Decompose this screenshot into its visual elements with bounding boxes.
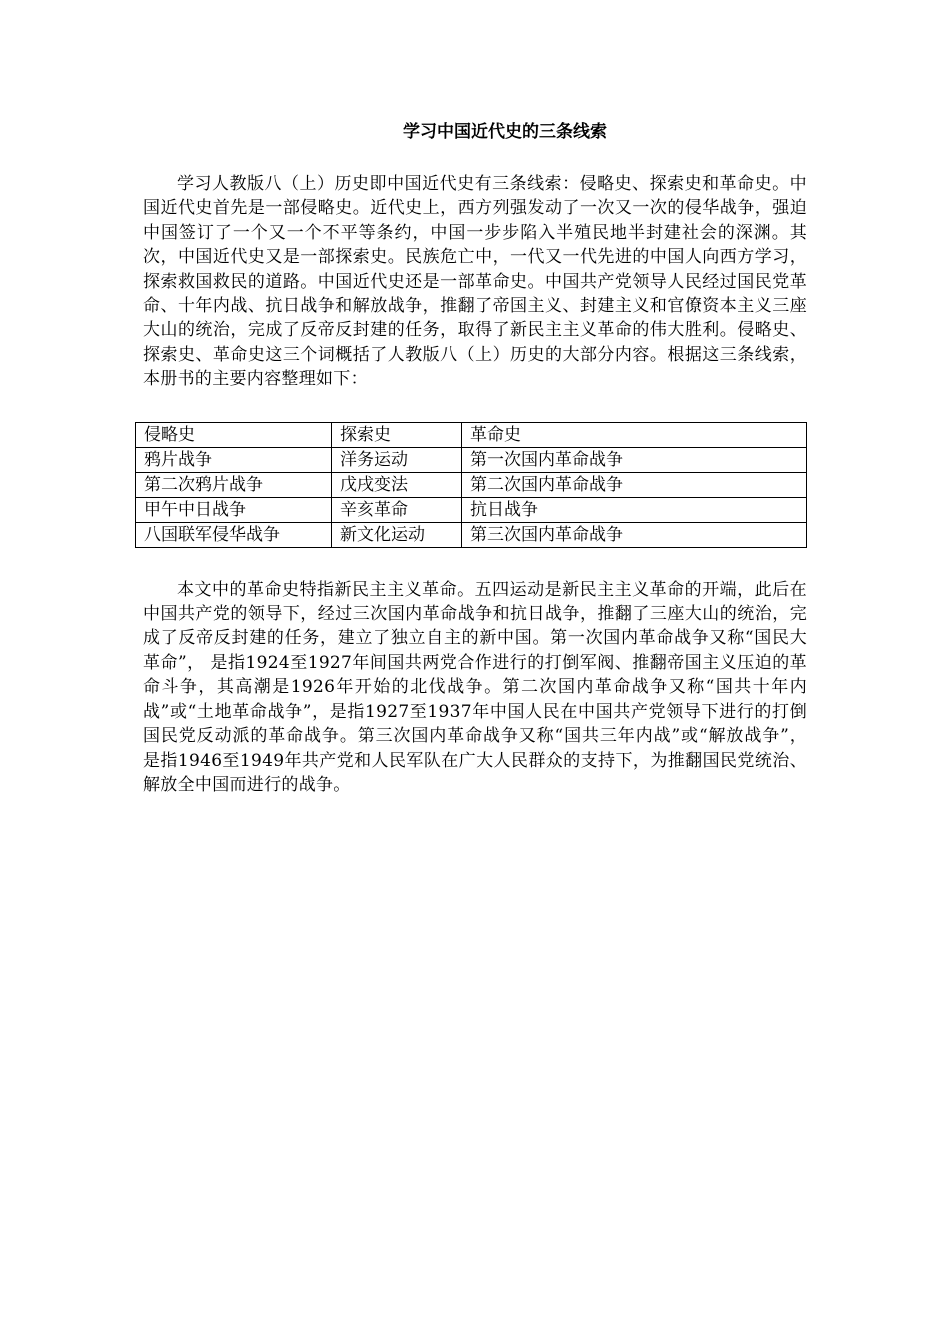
document-page	[143, 120, 807, 797]
revolution-paragraph: 本文中的革命史特指新民主主义革命。五四运动是新民主主义革命的开端，此后在中国共产党的领导下，经过三次国内革命战争和抗日战争，推翻了三座大山的统治，完成了反帝反封建的任务，建立了独立自主的新中国。第一次国内革命战争又称“国民大革命”， 是指1924至1927年间国共两党合作进行的打倒军阀、推翻帝国主义压迫的革命斗争，其高潮是1926年开始的北伐战争。第二次国内革命战争又称“国共十年内战”或“土地革命战争”，是指1927至1937年中国人民在中国共产党领导下进行的打倒国民党反动派的革命战争。第三次国内革命战争又称“国共三年内战”或“解放战争”， 是指1946至1949年共产党和人民军队在广大人民群众的支持下，为推翻国民党统治、解放全中国而进行的战争。	[143, 579, 807, 795]
table-cell: 八国联军侵华战争	[136, 522, 332, 547]
table-row	[136, 472, 807, 497]
table-cell: 甲午中日战争	[136, 497, 332, 522]
table-row	[136, 447, 807, 472]
table-cell: 第二次鸦片战争	[136, 472, 332, 497]
table-row	[136, 522, 807, 547]
table-cell: 辛亥革命	[332, 497, 462, 522]
table-cell: 第三次国内革命战争	[462, 522, 807, 547]
table-cell: 新文化运动	[332, 522, 462, 547]
table-cell: 洋务运动	[332, 447, 462, 472]
three-lines-table	[135, 422, 807, 548]
table-cell: 第二次国内革命战争	[462, 472, 807, 497]
table-cell: 戊戌变法	[332, 472, 462, 497]
table-cell: 抗日战争	[462, 497, 807, 522]
intro-paragraph: 学习人教版八（上）历史即中国近代史有三条线索：侵略史、探索史和革命史。中国近代史首先是一部侵略史。近代史上，西方列强发动了一次又一次的侵华战争，强迫中国签订了一个又一个不平等条约，中国一步步陷入半殖民地半封建社会的深渊。其次，中国近代史又是一部探索史。民族危亡中，一代又一代先进的中国人向西方学习，探索救国救民的道路。中国近代史还是一部革命史。中国共产党领导人民经过国民党革命、十年内战、抗日战争和解放战争，推翻了帝国主义、封建主义和官僚资本主义三座大山的统治，完成了反帝反封建的任务，取得了新民主主义革命的伟大胜利。侵略史、探索史、革命史这三个词概括了人教版八（上）历史的大部分内容。根据这三条线索，本册书的主要内容整理如下：	[143, 174, 807, 390]
table-header-row	[136, 422, 807, 447]
table-cell: 第一次国内革命战争	[462, 447, 807, 472]
table-cell: 鸦片战争	[136, 447, 332, 472]
table-header-cell: 探索史	[332, 422, 462, 447]
table-row	[136, 497, 807, 522]
table-header-cell: 革命史	[462, 422, 807, 447]
table-header-cell: 侵略史	[136, 422, 332, 447]
document-title: 学习中国近代史的三条线索	[403, 122, 607, 142]
